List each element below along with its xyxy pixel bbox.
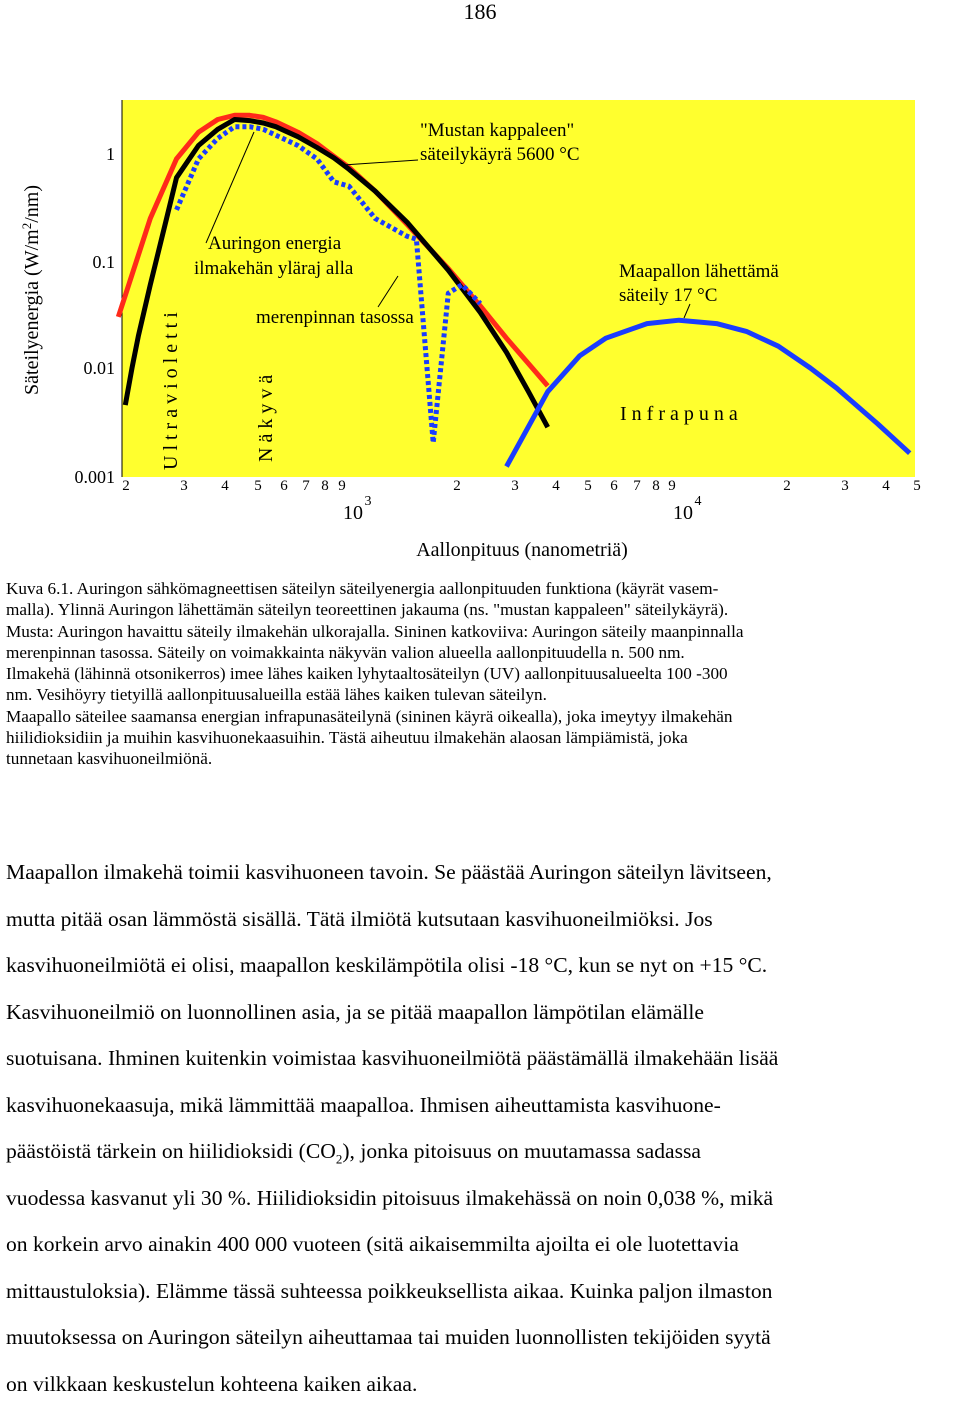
figure-caption [6,578,956,770]
x-tick-label: 7 [302,478,310,494]
body-line: on korkein arvo ainakin 400 000 vuoteen (sitä aikaisemmilta ajoilta ei ole luotettavia [6,1221,956,1268]
body-line [6,1128,956,1175]
caption-line: merenpinnan tasossa. Säteily on voimakkainta näkyvän valion alueella aallonpituudella n. 500 nm. [6,642,956,663]
annotation-top-line2: ilmakehän yläraj alla [194,258,354,279]
caption-line: tunnetaan kasvihuoneilmiönä. [6,748,956,769]
page-number: 186 [0,0,960,24]
body-line: Kasvihuoneilmiö on luonnollinen asia, ja se pitää maapallon lämpötilan elämälle [6,989,956,1036]
y-axis-label: Säteilyenergia $(W/m^2/nm)$ [19,185,44,395]
body-text-span: päästöistä tärkein on hiilidioksidi (CO [6,1139,336,1163]
caption-line: malla). Ylinnä Auringon lähettämän säteilyn teoreettinen jakauma (ns. "mustan kappaleen" säteilykäyrä). [6,599,956,620]
solar-spectrum-figure [0,60,960,580]
x-tick-label: 2 [453,478,461,494]
annotation-earth-line1: Maapallon lähettämä [619,261,779,282]
annotation-sea-level: merenpinnan tasossa [256,307,414,328]
region-uv-label: U l t r a v i o l e t t i [160,312,182,470]
x-decade-exponent: 4 [695,494,702,509]
y-tick-label: 0.001 [75,467,116,487]
caption-line: nm. Vesihöyry tietyillä aallonpituusalueilla estää lähes kaiken tulevan säteilyn. [6,684,956,705]
annotation-blackbody-line2: säteilykäyrä 5600 °C [420,144,580,165]
caption-line: Ilmakehä (lähinnä otsonikerros) imee lähes kaiken lyhytaaltosäteilyn (UV) aallonpituusalueelta 100 -300 [6,663,956,684]
x-tick-label: 3 [841,478,849,494]
annotation-blackbody-line1: "Mustan kappaleen" [420,120,574,141]
body-text [6,849,956,1407]
caption-line: hiilidioksidiin ja muihin kasvihuonekaasuihin. Tästä aiheutuu ilmakehän alaosan lämpiämistä, joka [6,727,956,748]
body-line: mittaustuloksia). Elämme tässä suhteessa poikkeuksellista aikaa. Kuinka paljon ilmaston [6,1268,956,1315]
body-line: kasvihuoneilmiötä ei olisi, maapallon keskilämpötila olisi -18 °C, kun se nyt on +15 °C. [6,942,956,989]
y-tick-label: 1 [106,144,115,164]
x-tick-label: 8 [652,478,660,494]
body-line: kasvihuonekaasuja, mikä lämmittää maapalloa. Ihmisen aiheuttamista kasvihuone- [6,1082,956,1129]
body-line: muutoksessa on Auringon säteilyn aiheuttamaa tai muiden luonnollisten tekijöiden syytä [6,1314,956,1361]
caption-line: Kuva 6.1. Auringon sähkömagneettisen säteilyn säteilyenergia aallonpituuden funktiona (käyrät vasem- [6,578,956,599]
body-line: suotuisana. Ihminen kuitenkin voimistaa kasvihuoneilmiötä päästämällä ilmakehään lisää [6,1035,956,1082]
x-tick-label: 6 [610,478,618,494]
subscript-2: 2 [336,1151,342,1166]
x-decade-label: 10 [673,502,693,524]
x-tick-label: 4 [552,478,560,494]
x-tick-label: 3 [511,478,519,494]
x-tick-label: 5 [913,478,921,494]
x-tick-label: 2 [122,478,130,494]
x-tick-label: 9 [668,478,676,494]
body-line: vuodessa kasvanut yli 30 %. Hiilidioksidin pitoisuus ilmakehässä on noin 0,038 %, mikä [6,1175,956,1222]
body-line: on vilkkaan keskustelun kohteena kaiken aikaa. [6,1361,956,1407]
annotation-top-line1: Auringon energia [208,233,342,254]
x-decade-exponent: 3 [365,494,372,509]
x-axis-label: Aallonpituus (nanometriä) [416,539,628,561]
y-tick-label: 0.1 [93,252,116,272]
body-text-span: ), jonka pitoisuus on muutamassa sadassa [342,1139,701,1163]
x-tick-label: 8 [321,478,329,494]
body-line: Maapallon ilmakehä toimii kasvihuoneen tavoin. Se päästää Auringon säteilyn lävitseen, [6,849,956,896]
region-visible-label: N ä k y v ä [255,375,277,462]
x-tick-label: 3 [180,478,188,494]
x-decade-label: 10 [343,502,363,524]
x-tick-label: 9 [338,478,346,494]
annotation-earth-line2: säteily 17 °C [619,285,717,306]
region-ir-label: I n f r a p u n a [620,403,738,425]
x-tick-label: 5 [584,478,592,494]
x-tick-label: 6 [280,478,288,494]
x-tick-label: 4 [882,478,890,494]
caption-line: Musta: Auringon havaittu säteily ilmakehän ulkorajalla. Sininen katkoviiva: Auringon säteily maanpinnalla [6,621,956,642]
y-tick-label: 0.01 [84,358,116,378]
x-tick-label: 2 [783,478,791,494]
x-tick-label: 7 [633,478,641,494]
x-tick-label: 4 [221,478,229,494]
caption-line: Maapallo säteilee saamansa energian infrapunasäteilynä (sininen käyrä oikealla), joka imeytyy ilmakehän [6,706,956,727]
body-line: mutta pitää osan lämmöstä sisällä. Tätä ilmiötä kutsutaan kasvihuoneilmiöksi. Jos [6,896,956,943]
x-tick-label: 5 [254,478,262,494]
